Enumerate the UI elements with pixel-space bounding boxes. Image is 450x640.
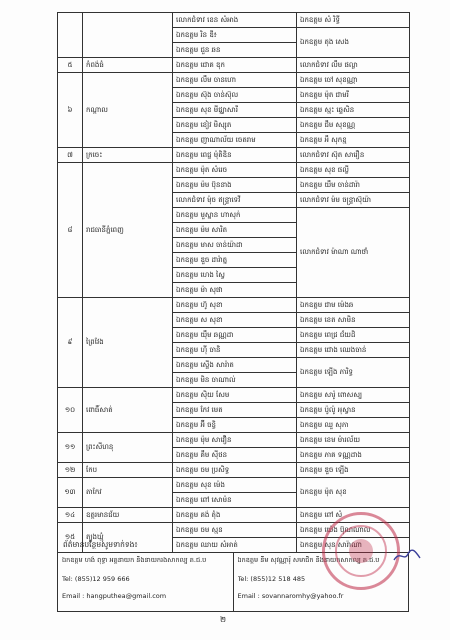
row-number: ១៣ (58, 478, 83, 508)
province-name: រាជធានីភ្នំពេញ (83, 163, 173, 298)
table-row (58, 73, 410, 88)
member-name: ឯកឧត្តម ឌួច ដារ៉ាត្ន (173, 253, 297, 268)
contact-tel: Tel: (855)12 518 485 (237, 575, 306, 583)
member-name: ឯកឧត្តម រិន ឌី៖ (173, 28, 297, 43)
member-name: ឯកឧត្តម គង់ ត៉ំង (173, 508, 297, 523)
province-name: កណ្ដាល (83, 73, 173, 148)
province-name: ក្រចេះ (83, 148, 173, 163)
province-name: ពោធិ៍សាត់ (83, 388, 173, 433)
member-name: លោកជំទាវ ម៉ុច ឥន្ទ្រាទេវី (173, 193, 297, 208)
observer-name: ឯកឧត្តម តុង សេង (297, 28, 410, 58)
official-seal-stamp (322, 512, 400, 590)
province-name: ព្រៃវែង (83, 298, 173, 388)
contact-note: ព័ត៌មានបន្ថែមសូមទាក់ទង៖ (63, 540, 138, 549)
observer-name: ឯកឧត្តម ជាម ម៉េងឆ (297, 298, 410, 313)
table-row (58, 298, 410, 313)
member-name: លោកជំទាវ ខេន សំអាង (173, 13, 297, 28)
row-number: ៨ (58, 163, 83, 298)
contact-email[interactable]: Email : hangputhea@gmail.com (62, 592, 167, 600)
member-name: ឯកឧត្តម ស សុខា (173, 313, 297, 328)
observer-name: ឯកឧត្តម ឡើង ភារិទ្ធ (297, 358, 410, 388)
page-number: ២ (220, 615, 227, 624)
member-name: ឯកឧត្តម ចម ប្រសិទ្ធ (173, 463, 297, 478)
observer-name: ឯកឧត្តម ស្មះ ឆ្ទេសិន (297, 103, 410, 118)
table-row (58, 148, 410, 163)
observer-name: ឯកឧត្តម ខេម ម៉ារល័យ (297, 433, 410, 448)
table-row (58, 58, 410, 73)
member-name: ឯកឧត្តម ចម ស្មន (173, 523, 297, 538)
member-name: ឯកឧត្តម ម៉ម សារិត (173, 223, 297, 238)
member-name: ឯកឧត្តម ម៉ុម សាវឿន (173, 433, 297, 448)
observer-name: ឯកឧត្តម យឹម ចាន់ដារ៉ា (297, 178, 410, 193)
contact-name: ឯកឧត្តម ហង់ ពុទ្ធា អគ្គនាយក និងនាយករងសាកល្ប គ.ជ.ប (62, 556, 207, 564)
observer-name: ឯកឧត្តម អឹ សុកខ្ម (297, 133, 410, 148)
member-name: ឯកឧត្តម ពៅ សោម៉ន (173, 493, 297, 508)
contact-name: ឯកឧត្តម នីម សុវណ្ណារ៉ុ សមាជិក និងនាយកសាកល្ប គ.ជ.ប (237, 556, 380, 564)
row-number: ១២ (58, 463, 83, 478)
member-name: ឯកឧត្តម សុខ ម៉េង (173, 478, 297, 493)
contact-cell-left (58, 553, 234, 612)
observer-name: ឯកឧត្តម សុខ ផល្លី (297, 163, 410, 178)
observer-name: ឯកឧត្តម ម៉ុត សុខ (297, 478, 410, 508)
member-name: ឯកឧត្តម យ៉ឹម ឆណ្ណដា (173, 328, 297, 343)
province-name (83, 13, 173, 58)
province-name: ឧត្ដរមានជ័យ (83, 508, 173, 523)
table-row (58, 13, 410, 28)
province-name: ត្បូងឃ្មុំ (83, 523, 173, 553)
province-name: ព្រះសីហនុ (83, 433, 173, 463)
member-name: ឯកឧត្តម ម៉ម ប៊ុននាង (173, 178, 297, 193)
table-row (58, 478, 410, 493)
province-name: កំពង់ធំ (83, 58, 173, 73)
row-number: ៧ (58, 148, 83, 163)
observer-name: ឯកឧត្តម ខេត សាមិន (297, 313, 410, 328)
member-name: ឯកឧត្តម សុខ មីជ្ឈាសារី (173, 103, 297, 118)
contact-email[interactable]: Email : sovannaromhy@yahoo.fr (237, 592, 344, 600)
member-name: ឯកឧត្តម ម៉ា សុផា (173, 283, 297, 298)
observer-name: ឯកឧត្តម ម៉ុត ជាមរី (297, 88, 410, 103)
member-name: ឯកឧត្តម ពេជ្ជ ម៉ុតិឌិន (173, 148, 297, 163)
member-name: ឯកឧត្តម លឹម ចានហោ (173, 73, 297, 88)
observer-name: ឯកឧត្តម ជោង ឈេងចាន់ (297, 343, 410, 358)
table-row (58, 388, 410, 403)
observer-name: ឯកឧត្តម ចៅ សុខណ្ណា (297, 73, 410, 88)
row-number: ៦ (58, 73, 83, 148)
table-row (58, 463, 410, 478)
observer-name: លោកជំទាវ ស៊ុត សារឿន (297, 148, 410, 163)
row-number: ៩ (58, 298, 83, 388)
member-name: ឯកឧត្តម ខៀវ មិស្សុត (173, 118, 297, 133)
observer-name: ឯកឧត្តម ភាគ ទណ្ណដាង (297, 448, 410, 463)
observer-name: ឯកឧត្តម ប៉ូល៉ូ អុស្វាន (297, 403, 410, 418)
row-number: ៥ (58, 58, 83, 73)
signature-mark (392, 548, 422, 564)
member-name: ឯកឧត្តម ជោគ ឌុក (173, 58, 297, 73)
table-row (58, 433, 410, 448)
observer-name: លោកជំទាវ ម៉ម ចន្ទ្រាស៊ុយ៉ា (297, 193, 410, 208)
observer-list-table (57, 12, 410, 553)
observer-name: ឯកឧត្តម ឌួច ឡើង (297, 463, 410, 478)
observer-name: លោកជំទាវ លឹម ផល្លា (297, 58, 410, 73)
observer-name: ឯកឧត្តម ជឹម សុខណ្ណ (297, 118, 410, 133)
observer-name: លោកជំទាវ ម៉ាណា ណាថាំ (297, 208, 410, 298)
province-name: តាកែវ (83, 478, 173, 508)
member-name: ឯកឧត្តម មាស ចាន់យ៉ាដា (173, 238, 297, 253)
member-name: ឯកឧត្តម ជួន ឆន (173, 43, 297, 58)
observer-name: ឯកឧត្តម សំ រិទ្ធី (297, 13, 410, 28)
row-number (58, 13, 83, 58)
observer-name: ឯកឧត្តម ឈួ សុភា (297, 418, 410, 433)
row-number: ១៥ (58, 523, 83, 553)
member-name: ឯកឧត្តម ស៊ិយ សែម (173, 388, 297, 403)
member-name: ឯកឧត្តម ឈាយ សំអាត់ (173, 538, 297, 553)
member-name: ឯកឧត្តម ញាណាល័យ ចេតរាម (173, 133, 297, 148)
contact-tel: Tel: (855)12 959 666 (62, 575, 130, 583)
row-number: ១០ (58, 388, 83, 433)
member-name: ឯកឧត្តម មួស្នាន ហាសុក់ (173, 208, 297, 223)
member-name: ឯកឧត្តម គឹម ស៊ីថន (173, 448, 297, 463)
member-name: ឯកឧត្តម ស៊ុង ចាន់ស៊ុល (173, 88, 297, 103)
row-number: ១១ (58, 433, 83, 463)
member-name: ឯកឧត្តម ហ៊ូ សុខា (173, 298, 297, 313)
member-name: ឯកឧត្តម មិន ចាណាល់ (173, 373, 297, 388)
row-number: ១៤ (58, 508, 83, 523)
observer-name: ឯកឧត្តម សារ៉ូ ពោសស្ប (297, 388, 410, 403)
observer-name: ឯកឧត្តម យ៉េង ប៊ុណណាល (297, 523, 410, 538)
table-row (58, 163, 410, 178)
observer-name: ឯកឧត្តម ពេជ្រ ជ័យដិ (297, 328, 410, 343)
observer-name: ឯកឧត្តម ពៅ សំ (297, 508, 410, 523)
member-name: ឯកឧត្តម អ៊ី ចន្ធិ (173, 418, 297, 433)
province-name: កែប (83, 463, 173, 478)
member-name: ឯកឧត្តម ហ៊ី ចានិ (173, 343, 297, 358)
member-name: ឯកឧត្តម ហេង ស្វៃ (173, 268, 297, 283)
observer-name: ឯកឧត្តម សុន សារ៉ាណា (297, 538, 410, 553)
member-name: ឯកឧត្តម ស្ទើង សារ៉ាត (173, 358, 297, 373)
member-name: ឯកឧត្តម ម៉ុត សំរេច (173, 163, 297, 178)
member-name: ឯកឧត្តម កែវ មេត (173, 403, 297, 418)
